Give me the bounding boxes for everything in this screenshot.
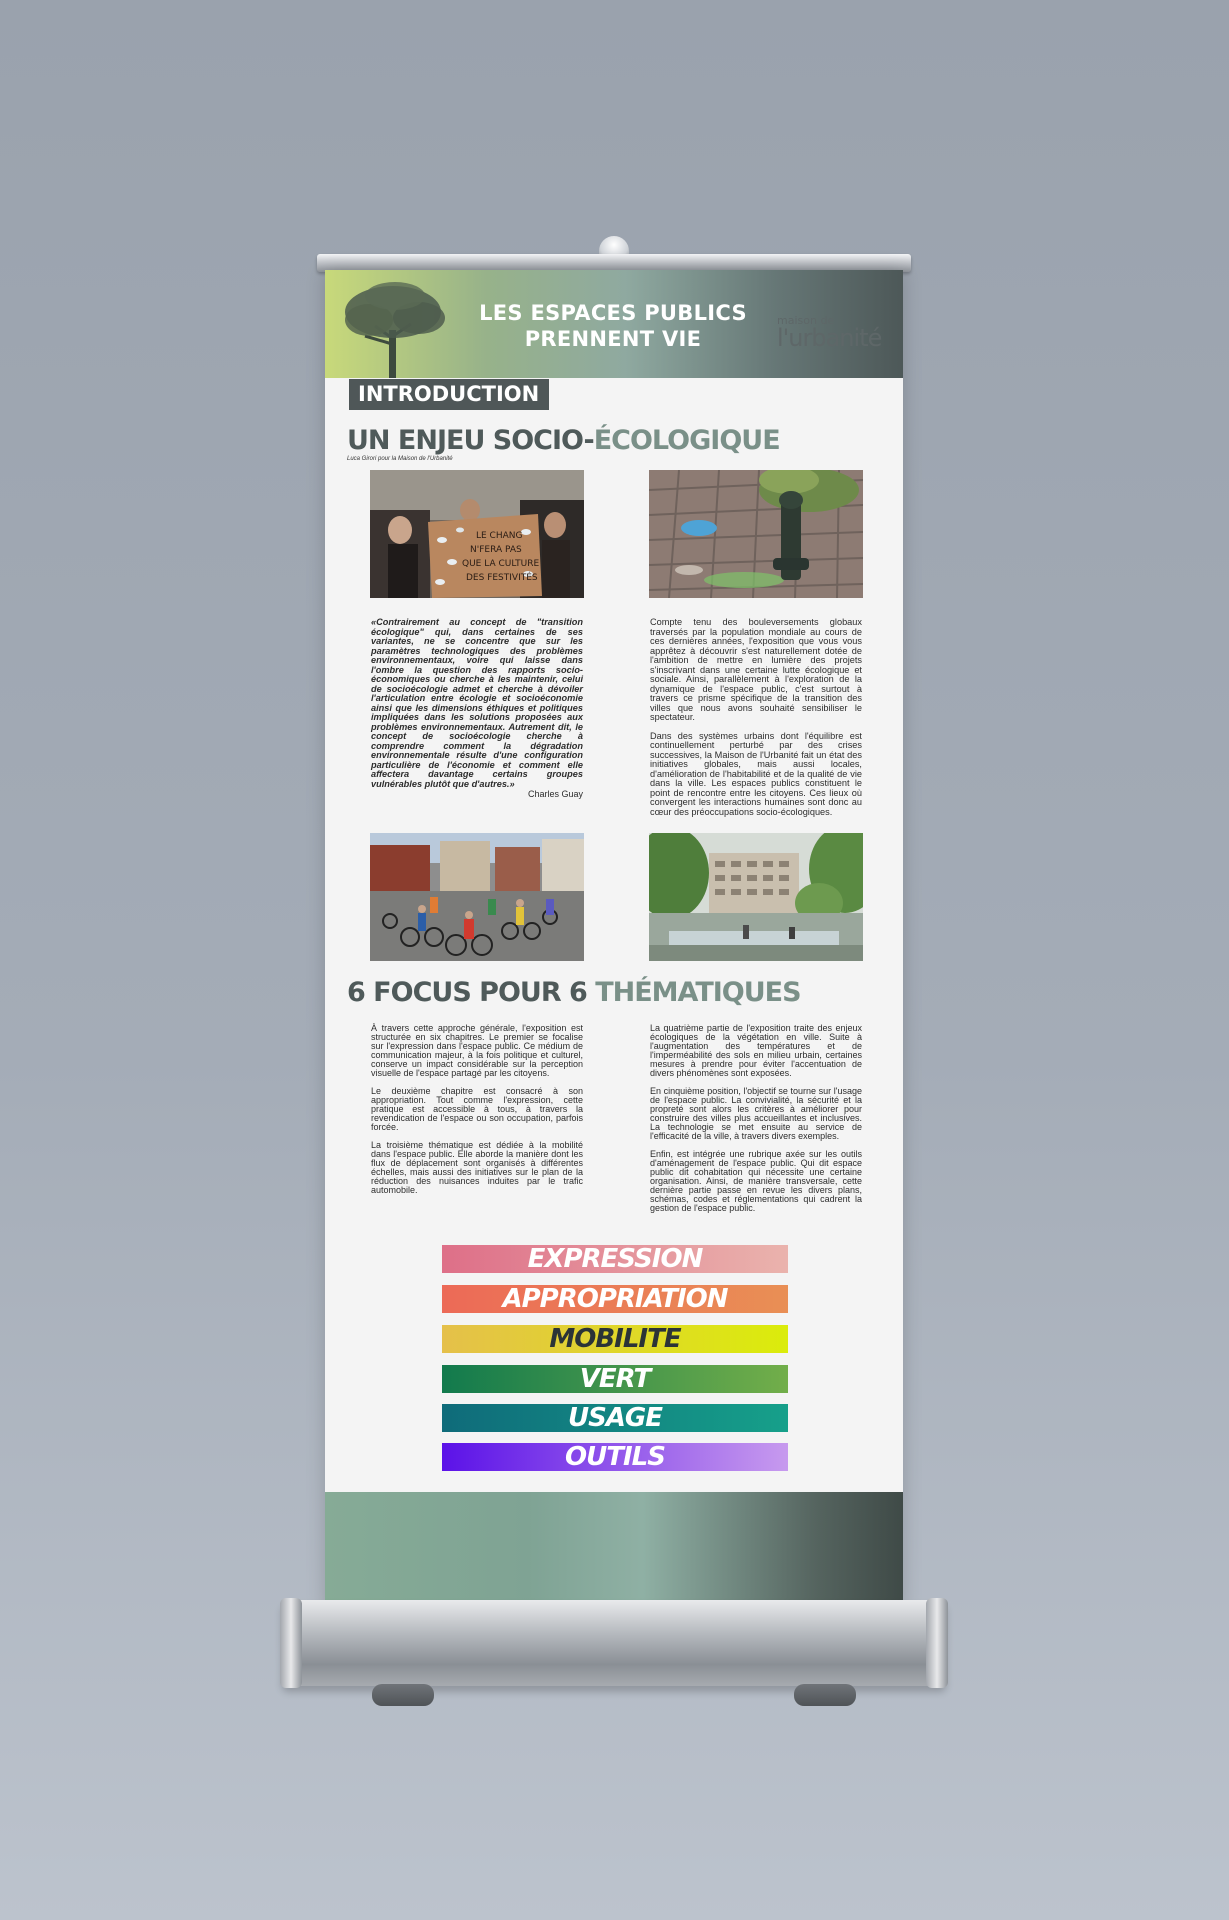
quote-author: Charles Guay	[527, 789, 583, 799]
logo-big-text: l'urbanité	[777, 324, 882, 352]
focus-paragraph: En cinquième position, l'objectif se tourne sur l'usage de l'espace public. La convivialité, la sécurité et la propreté sont alors les critères à améliorer pour construire des villes plus accueillantes et inclusives. La technologie se met ensuite au service de l'efficacité de la ville, à travers divers exemples.	[650, 1086, 862, 1141]
section1-title-light: ÉCOLOGIQUE	[593, 425, 780, 456]
rollup-banner	[325, 270, 903, 1610]
banner-title	[465, 300, 761, 352]
quote-text: «Contrairement au concept de "transition écologique" qui, dans certaines de ses variantes, ne se concentre que sur les paramètres technologiques des problèmes environnementaux, voire qui laisse dans l'ombre la question des rapports socio-économiques ou cherche à les maintenir, celui de socioécologie admet et cherche à dévoiler l'articulation entre écologie et socioéconomie ainsi que les dimensions éthiques et politiques impliquées dans les solutions proposées aux problèmes environnementaux. Autrement dit, le concept de socioécologie cherche à comprendre comment la dégradation environnementale résulte d'une configuration particulière de l'économie et comment elle affectera davantage certains groupes vulnérables plutôt que d'autres.»	[371, 617, 583, 789]
quote-block	[371, 618, 583, 809]
banner-header	[325, 270, 903, 378]
photo-park	[649, 833, 863, 961]
theme-label: APPROPRIATION	[502, 1284, 728, 1314]
focus-paragraph: La troisième thématique est dédiée à la mobilité dans l'espace public. Elle aborde la manière dont les flux de déplacement sont organisés à différentes échelles, mais aussi des initiatives sur le plan de la réduction des nuisances induites par le trafic automobile.	[371, 1140, 583, 1195]
focus-paragraph: La quatrième partie de l'exposition traite des enjeux écologiques de la végétation en ville. Suite à l'augmentation des températures et de l'imperméabilité des sols en milieu urbain, certaines mesures à prendre pour éviter l'accentuation de divers phénomènes sont exposées.	[650, 1023, 862, 1078]
theme-bar-mobilite	[442, 1325, 788, 1353]
theme-label: EXPRESSION	[527, 1244, 703, 1274]
sign-text-2: N'FERA PAS	[470, 545, 522, 555]
theme-bar-outils	[442, 1443, 788, 1471]
focus-paragraph: À travers cette approche générale, l'exposition est structurée en six chapitres. Le premier se focalise sur l'expression dans l'espace public. Ce médium de communication majeur, à la fois politique et culturel, conserve un impact considérable sur la perception visuelle de l'espace partagé par les citoyens.	[371, 1023, 583, 1078]
focus-left-block	[371, 1024, 583, 1204]
stand-base-right-cap	[926, 1598, 948, 1688]
theme-label: USAGE	[567, 1403, 663, 1433]
section1-title-dark: UN ENJEU SOCIO-	[347, 425, 594, 456]
section1-title	[347, 425, 780, 456]
introduction-tag: INTRODUCTION	[349, 379, 549, 410]
photo-credit: Luca Girori pour la Maison de l'Urbanité	[347, 456, 453, 462]
focus-paragraph: Enfin, est intégrée une rubrique axée sur les outils d'aménagement de l'espace public. Qui dit espace public dit cohabitation qui nécessite une certaine organisation. Ainsi, de manière transversale, cette dernière partie passe en revue les divers plans, schémas, codes et réglementations qui cadrent la gestion de l'espace public.	[650, 1149, 862, 1213]
theme-label: OUTILS	[565, 1442, 665, 1472]
section2-title-dark: 6 FOCUS POUR 6	[347, 977, 596, 1008]
photo-pavement	[649, 470, 863, 598]
intro-paragraph: Compte tenu des bouleversements globaux traversés par la population mondiale au cours de ces dernières années, l'exposition que vous vous apprêtez à découvrir s'est naturellement dotée de l'ambition de mettre en lumière des projets s'inscrivant dans une certaine lutte écologique et sociale. Ainsi, parallèlement à l'exploration de la dynamique de l'espace public, c'est surtout à travers ce prisme spécifique de la transition des villes que nous avons souhaité sensibiliser le spectateur.	[650, 617, 862, 722]
theme-bar-appropriation	[442, 1285, 788, 1313]
focus-right-block	[650, 1024, 862, 1222]
sign-text-1: LE CHANG	[476, 531, 523, 541]
banner-title-line2: PRENNENT VIE	[524, 327, 702, 351]
section2-title-light: THÉMATIQUES	[595, 977, 801, 1008]
intro-paragraph: Dans des systèmes urbains dont l'équilibre est continuellement perturbé par des crises successives, la Maison de l'Urbanité fait un état des initiatives globales, mais aussi locales, d'amélioration de l'habitabilité et de la qualité de vie dans la ville. Les espaces publics constituent le point de rencontre entre les citoyens. Ces lieux où convergent les interactions humaines sont donc au cœur des préoccupations socio-écologiques.	[650, 730, 862, 817]
theme-label: VERT	[579, 1364, 651, 1394]
stand-base	[282, 1600, 946, 1686]
theme-label: MOBILITE	[549, 1324, 681, 1354]
stand-foot-left	[372, 1684, 434, 1706]
sign-text-3: QUE LA CULTURE	[462, 559, 540, 569]
banner-title-line1: LES ESPACES PUBLICS	[479, 301, 747, 325]
stand-foot-right	[794, 1684, 856, 1706]
theme-bar-vert	[442, 1365, 788, 1393]
photo-protest	[370, 470, 584, 598]
stand-base-left-cap	[280, 1598, 302, 1688]
sign-text-4: DES FESTIVITÉS	[466, 573, 538, 583]
banner-footer	[325, 1492, 903, 1610]
photo-cyclists	[370, 833, 584, 961]
logo	[777, 315, 895, 350]
section2-title	[347, 977, 801, 1008]
focus-paragraph: Le deuxième chapitre est consacré à son appropriation. Tout comme l'expression, cette pratique est accessible à tous, à travers la revendication de l'espace ou son occupation, parfois forcée.	[371, 1086, 583, 1132]
tree-icon	[335, 278, 453, 378]
logo-small-text: maison de	[777, 314, 835, 327]
theme-bar-expression	[442, 1245, 788, 1273]
intro-text-block	[650, 618, 862, 826]
theme-bar-usage	[442, 1404, 788, 1432]
